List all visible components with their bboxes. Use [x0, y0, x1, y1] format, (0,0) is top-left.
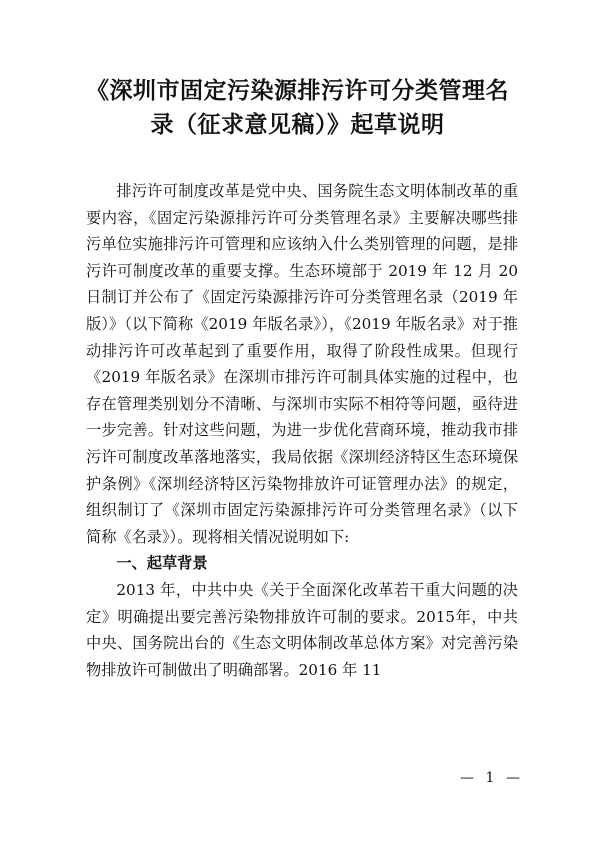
document-title-line-2: 录（征求意见稿）》起草说明 [150, 111, 445, 138]
background-paragraph: 2013 年，中共中央《关于全面深化改革若干重大问题的决定》明确提出要完善污染物排放许可制的要求。2015年，中共中央、国务院出台的《生态文明体制改革总体方案》对完善污染物排放许可制做出了明确部署。2016 年 11 [86, 580, 518, 679]
page-number: 1 [485, 770, 495, 786]
document-title-line-1: 《深圳市固定污染源排污许可分类管理名 [86, 77, 509, 104]
page-dash-left: — [460, 770, 474, 786]
document-body [86, 178, 518, 683]
document-title [0, 74, 595, 142]
intro-paragraph: 排污许可制度改革是党中央、国务院生态文明体制改革的重要内容，《固定污染源排污许可分类管理名录》主要解决哪些排污单位实施排污许可管理和应该纳入什么类别管理的问题，是排污许可制度改革的重要支撑。生态环境部于 2019 年 12 月 20 日制订并公布了《固定污染源排污许可分类管理名录（2019 年版）》（以下简称《2019 年版名录》），《2019 年版名录》对于推动排污许可改革起到了重要作用，取得了阶段性成果。但现行《2019 年版名录》在深圳市排污许可制具体实施的过程中，也存在管理类别划分不清晰、与深圳市实际不相符等问题，亟待进一步完善。针对这些问题，为进一步优化营商环境，推动我市排污许可制度改革落地落实，我局依据《深圳经济特区生态环境保护条例》《深圳经济特区污染物排放许可证管理办法》的规定，组织制订了《深圳市固定污染源排污许可分类管理名录》（以下简称《名录》）。现将相关情况说明如下: [86, 182, 518, 546]
page-footer [460, 770, 520, 786]
section-heading-background: 一、起草背景 [116, 554, 208, 573]
page-dash-right: — [505, 770, 520, 786]
